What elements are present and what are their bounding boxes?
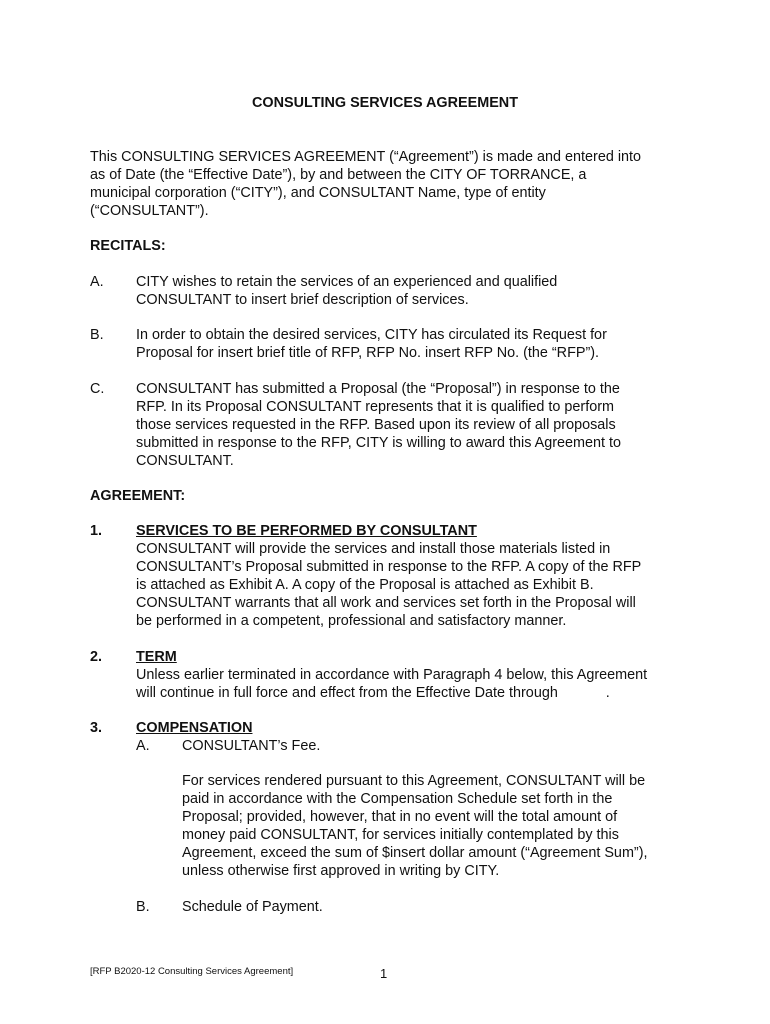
intro-line: municipal corporation (“CITY”), and CONSULTANT Name, type of entity xyxy=(90,185,546,201)
subsection-label-b: B. xyxy=(136,899,150,915)
recital-label-c: C. xyxy=(90,381,105,397)
section-line: Unless earlier terminated in accordance with Paragraph 4 below, this Agreement xyxy=(136,667,648,683)
section-line: CONSULTANT will provide the services and install those materials listed in xyxy=(136,541,611,557)
section-number-1: 1. xyxy=(90,523,103,539)
recitals-heading: RECITALS: xyxy=(90,238,166,254)
section-line: is attached as Exhibit A. A copy of the Proposal is attached as Exhibit B. xyxy=(136,577,594,593)
subsection-a-body xyxy=(182,772,692,880)
document-title: CONSULTING SERVICES AGREEMENT xyxy=(252,95,518,111)
section-heading-term: TERM xyxy=(136,649,177,665)
recital-line: submitted in response to the RFP, CITY is willing to award this Agreement to xyxy=(136,435,621,451)
subsection-line: For services rendered pursuant to this Agreement, CONSULTANT will be xyxy=(182,773,646,789)
recital-c xyxy=(136,380,696,470)
subsection-line: Agreement, exceed the sum of $insert dollar amount (“Agreement Sum”), xyxy=(182,845,648,861)
intro-line: (“CONSULTANT”). xyxy=(90,203,209,219)
recital-line: In order to obtain the desired services, CITY has circulated its Request for xyxy=(136,327,607,343)
subsection-label-a: A. xyxy=(136,738,150,754)
section-heading-compensation: COMPENSATION xyxy=(136,720,253,736)
subsection-line: Proposal; provided, however, that in no event will the total amount of xyxy=(182,809,618,825)
recital-label-b: B. xyxy=(90,327,104,343)
recital-line: CONSULTANT has submitted a Proposal (the “Proposal”) in response to the xyxy=(136,381,620,397)
footer-reference: [RFP B2020-12 Consulting Services Agreement] xyxy=(90,966,294,977)
recital-line: CONSULTANT to insert brief description of services. xyxy=(136,292,469,308)
recital-a xyxy=(136,273,696,309)
intro-line: as of Date (the “Effective Date”), by and between the CITY OF TORRANCE, a xyxy=(90,167,587,183)
section-line: be performed in a competent, professional and satisfactory manner. xyxy=(136,613,567,629)
section-number-2: 2. xyxy=(90,649,103,665)
section-3-heading-block xyxy=(136,719,696,737)
section-line: CONSULTANT warrants that all work and services set forth in the Proposal will xyxy=(136,595,636,611)
recital-line: CONSULTANT. xyxy=(136,453,234,469)
intro-line: This CONSULTING SERVICES AGREEMENT (“Agreement”) is made and entered into xyxy=(90,149,642,165)
recital-line: CITY wishes to retain the services of an experienced and qualified xyxy=(136,274,558,290)
subsection-line: money paid CONSULTANT, for services initially contemplated by this xyxy=(182,827,619,843)
subsection-line: paid in accordance with the Compensation Schedule set forth in the xyxy=(182,791,613,807)
subsection-title-schedule: Schedule of Payment. xyxy=(182,899,323,915)
section-line: will continue in full force and effect from the Effective Date through . xyxy=(136,685,610,701)
agreement-heading: AGREEMENT: xyxy=(90,488,186,504)
subsection-title-fee: CONSULTANT’s Fee. xyxy=(182,738,321,754)
section-heading-services: SERVICES TO BE PERFORMED BY CONSULTANT xyxy=(136,523,477,539)
section-line: CONSULTANT’s Proposal submitted in response to the RFP. A copy of the RFP xyxy=(136,559,642,575)
recital-line: those services requested in the RFP. Based upon its review of all proposals xyxy=(136,417,616,433)
recital-line: Proposal for insert brief title of RFP, RFP No. insert RFP No. (the “RFP”). xyxy=(136,345,600,361)
recital-line: RFP. In its Proposal CONSULTANT represents that it is qualified to perform xyxy=(136,399,615,415)
recital-b xyxy=(136,326,696,362)
recital-label-a: A. xyxy=(90,274,104,290)
intro-paragraph xyxy=(90,148,690,220)
subsection-line: unless otherwise first approved in writing by CITY. xyxy=(182,863,500,879)
section-2 xyxy=(136,648,696,702)
section-1 xyxy=(136,522,696,630)
page-number: 1 xyxy=(380,966,388,981)
section-number-3: 3. xyxy=(90,720,103,736)
